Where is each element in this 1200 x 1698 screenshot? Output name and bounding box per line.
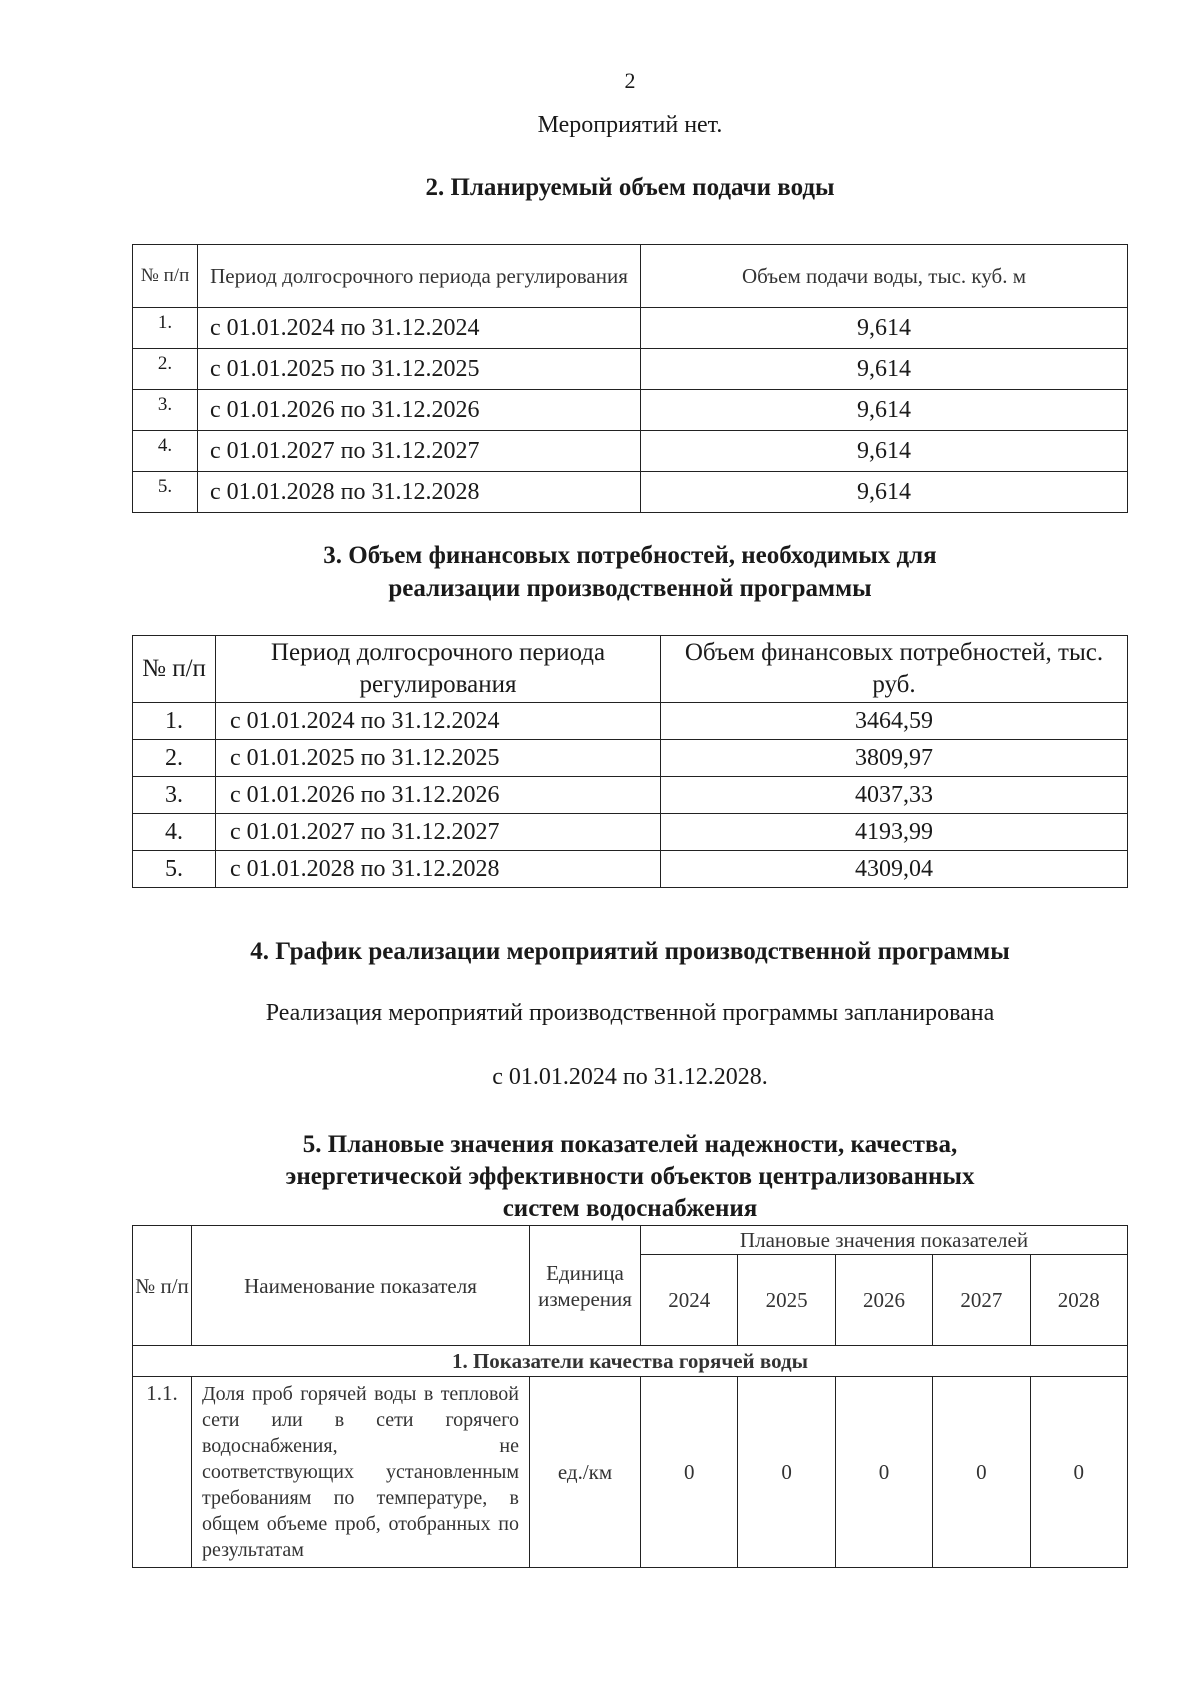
row-value: 9,614	[641, 390, 1128, 431]
row-period: с 01.01.2028 по 31.12.2028	[216, 851, 661, 888]
row-no: 1.1.	[133, 1377, 192, 1568]
table-row	[133, 1377, 1128, 1568]
row-period: с 01.01.2026 по 31.12.2026	[216, 777, 661, 814]
row-no: 5.	[133, 851, 216, 888]
row-no: 2.	[133, 740, 216, 777]
header-year: 2025	[738, 1255, 835, 1346]
water-supply-table	[132, 244, 1128, 513]
header-unit: Единица измерения	[530, 1226, 641, 1346]
row-no: 2.	[133, 349, 198, 390]
header-name: Наименование показателя	[192, 1226, 530, 1346]
row-period: с 01.01.2025 по 31.12.2025	[198, 349, 641, 390]
row-period: с 01.01.2025 по 31.12.2025	[216, 740, 661, 777]
header-value: Объем финансовых потребностей, тыс. руб.	[661, 636, 1128, 703]
header-no: № п/п	[133, 245, 198, 308]
page-number: 2	[624, 68, 636, 93]
section3-title-line2: реализации производственной программы	[388, 575, 872, 602]
table-header-row	[133, 245, 1128, 308]
table-header-row	[133, 636, 1128, 703]
header-year: 2027	[933, 1255, 1030, 1346]
table-row	[133, 740, 1128, 777]
row-value-2026: 0	[835, 1377, 932, 1568]
subheader-hot-water-quality: 1. Показатели качества горячей воды	[133, 1346, 1128, 1377]
header-planned-values: Плановые значения показателей	[641, 1226, 1128, 1255]
row-period: с 01.01.2028 по 31.12.2028	[198, 472, 641, 513]
table-row	[133, 472, 1128, 513]
row-value-2028: 0	[1030, 1377, 1127, 1568]
row-no: 3.	[133, 777, 216, 814]
table-row	[133, 390, 1128, 431]
row-period: с 01.01.2027 по 31.12.2027	[198, 431, 641, 472]
section2-title: 2. Планируемый объем подачи воды	[425, 174, 835, 201]
header-year: 2026	[835, 1255, 932, 1346]
table-row	[133, 777, 1128, 814]
header-year: 2028	[1030, 1255, 1127, 1346]
row-period: с 01.01.2026 по 31.12.2026	[198, 390, 641, 431]
row-value: 4037,33	[661, 777, 1128, 814]
row-value: 4193,99	[661, 814, 1128, 851]
section4-period: с 01.01.2024 по 31.12.2028.	[492, 1064, 768, 1090]
row-period: с 01.01.2024 по 31.12.2024	[216, 703, 661, 740]
section5-title-line2: энергетической эффективности объектов централизованных	[285, 1163, 975, 1190]
header-period: Период долгосрочного периода регулирования	[216, 636, 661, 703]
row-indicator-name: Доля проб горячей воды в тепловой сети или в сети горячего водоснабжения, не соответствующих установленным требованиям по температуре, в общем объеме проб, отобранных по результатам	[192, 1377, 530, 1568]
section4-title: 4. График реализации мероприятий производственной программы	[250, 938, 1010, 965]
row-no: 4.	[133, 814, 216, 851]
row-no: 4.	[133, 431, 198, 472]
header-year: 2024	[641, 1255, 738, 1346]
section5-title-line3: систем водоснабжения	[502, 1195, 758, 1222]
row-value: 9,614	[641, 308, 1128, 349]
row-value-2025: 0	[738, 1377, 835, 1568]
row-value-2024: 0	[641, 1377, 738, 1568]
row-value: 9,614	[641, 472, 1128, 513]
header-period: Период долгосрочного периода регулирования	[198, 245, 641, 308]
table-row	[133, 308, 1128, 349]
header-no: № п/п	[133, 636, 216, 703]
row-no: 1.	[133, 703, 216, 740]
row-value: 3809,97	[661, 740, 1128, 777]
table-row	[133, 703, 1128, 740]
row-value: 9,614	[641, 349, 1128, 390]
table-row	[133, 431, 1128, 472]
row-value: 3464,59	[661, 703, 1128, 740]
section3-title-line1: 3. Объем финансовых потребностей, необходимых для	[323, 542, 937, 569]
row-period: с 01.01.2024 по 31.12.2024	[198, 308, 641, 349]
section5-title-line1: 5. Плановые значения показателей надежности, качества,	[302, 1131, 958, 1158]
table-subheader-row	[133, 1346, 1128, 1377]
intro-text: Мероприятий нет.	[537, 112, 723, 138]
indicators-table	[132, 1225, 1128, 1568]
header-value: Объем подачи воды, тыс. куб. м	[641, 245, 1128, 308]
header-no: № п/п	[133, 1226, 192, 1346]
row-period: с 01.01.2027 по 31.12.2027	[216, 814, 661, 851]
financial-needs-table	[132, 635, 1128, 888]
row-value: 4309,04	[661, 851, 1128, 888]
row-no: 5.	[133, 472, 198, 513]
row-no: 3.	[133, 390, 198, 431]
table-row	[133, 851, 1128, 888]
table-header-row	[133, 1226, 1128, 1255]
table-row	[133, 349, 1128, 390]
row-value: 9,614	[641, 431, 1128, 472]
row-value-2027: 0	[933, 1377, 1030, 1568]
row-no: 1.	[133, 308, 198, 349]
table-row	[133, 814, 1128, 851]
section4-text: Реализация мероприятий производственной программы запланирована	[265, 1000, 995, 1026]
row-unit: ед./км	[530, 1377, 641, 1568]
